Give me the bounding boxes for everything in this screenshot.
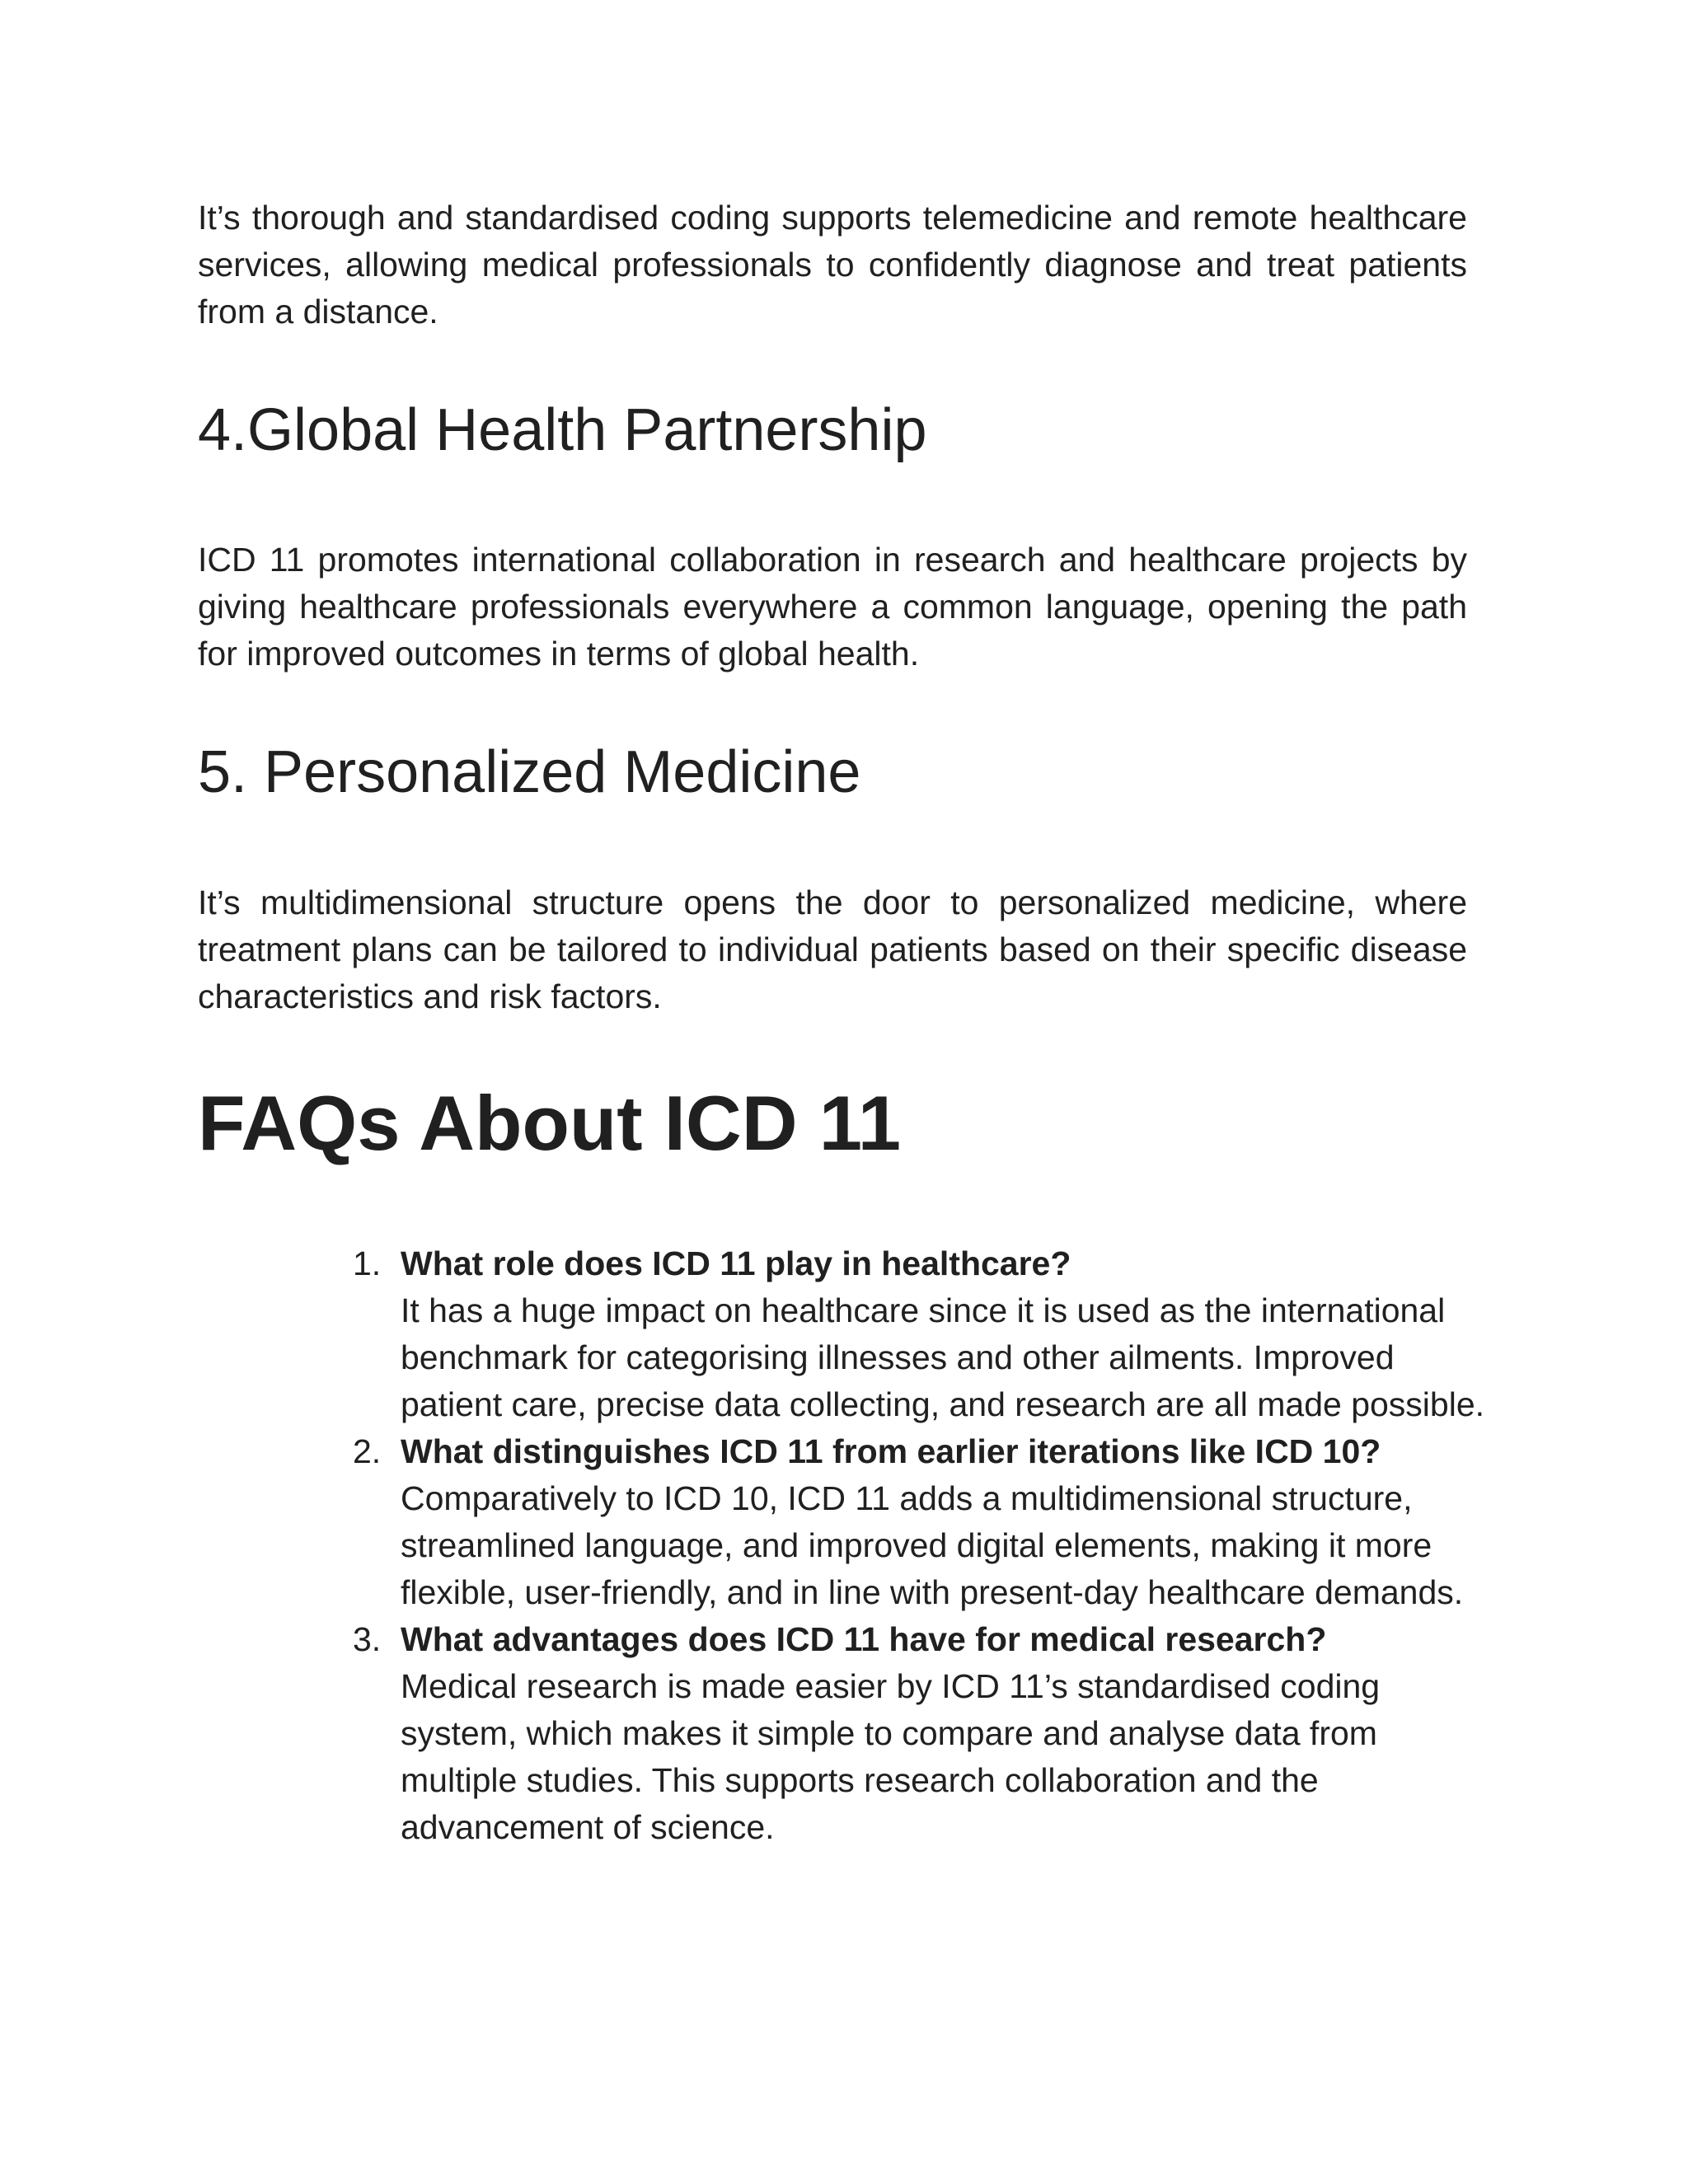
faq-answer: Medical research is made easier by ICD 11’s standardised coding system, which makes it simple to compare and analyse data from multiple studies. This supports research collaboration and the advancement of science. <box>401 1667 1381 1846</box>
faq-number: 3. <box>353 1620 382 1658</box>
personalized-medicine-heading: 5. Personalized Medicine <box>198 739 861 805</box>
intro-paragraph: It’s thorough and standardised coding supports telemedicine and remote healthcare services, allowing medical professionals to confidently diagnose and treat patients from a distance. <box>198 199 1467 330</box>
faq-question: What role does ICD 11 play in healthcare? <box>401 1244 1071 1282</box>
faq-answer: Comparatively to ICD 10, ICD 11 adds a multidimensional structure, streamlined language, and improved digital elements, making it more flexible, user-friendly, and in line with present-day healthcare demands. <box>401 1479 1464 1611</box>
faq-number: 2. <box>353 1432 382 1470</box>
faq-item <box>346 1428 1500 1616</box>
faq-title: FAQs About ICD 11 <box>198 1080 902 1166</box>
faq-question: What advantages does ICD 11 have for medical research? <box>401 1620 1327 1658</box>
faq-item <box>346 1616 1500 1851</box>
faq-number: 1. <box>353 1244 382 1282</box>
faq-question: What distinguishes ICD 11 from earlier iterations like ICD 10? <box>401 1432 1381 1470</box>
faq-answer: It has a huge impact on healthcare since it is used as the international benchmark for categorising illnesses and other ailments. Improved patient care, precise data collecting, and research are all made possible. <box>401 1291 1485 1423</box>
global-health-paragraph: ICD 11 promotes international collaboration in research and healthcare projects by giving healthcare professionals everywhere a common language, opening the path for improved outcomes in terms of global health. <box>198 541 1467 673</box>
faq-list <box>346 1240 1500 1851</box>
faq-item <box>346 1240 1500 1428</box>
personalized-medicine-paragraph: It’s multidimensional structure opens the door to personalized medicine, where treatment plans can be tailored to individual patients based on their specific disease characteristics and risk factors. <box>198 883 1467 1015</box>
global-health-heading: 4.Global Health Partnership <box>198 397 927 463</box>
